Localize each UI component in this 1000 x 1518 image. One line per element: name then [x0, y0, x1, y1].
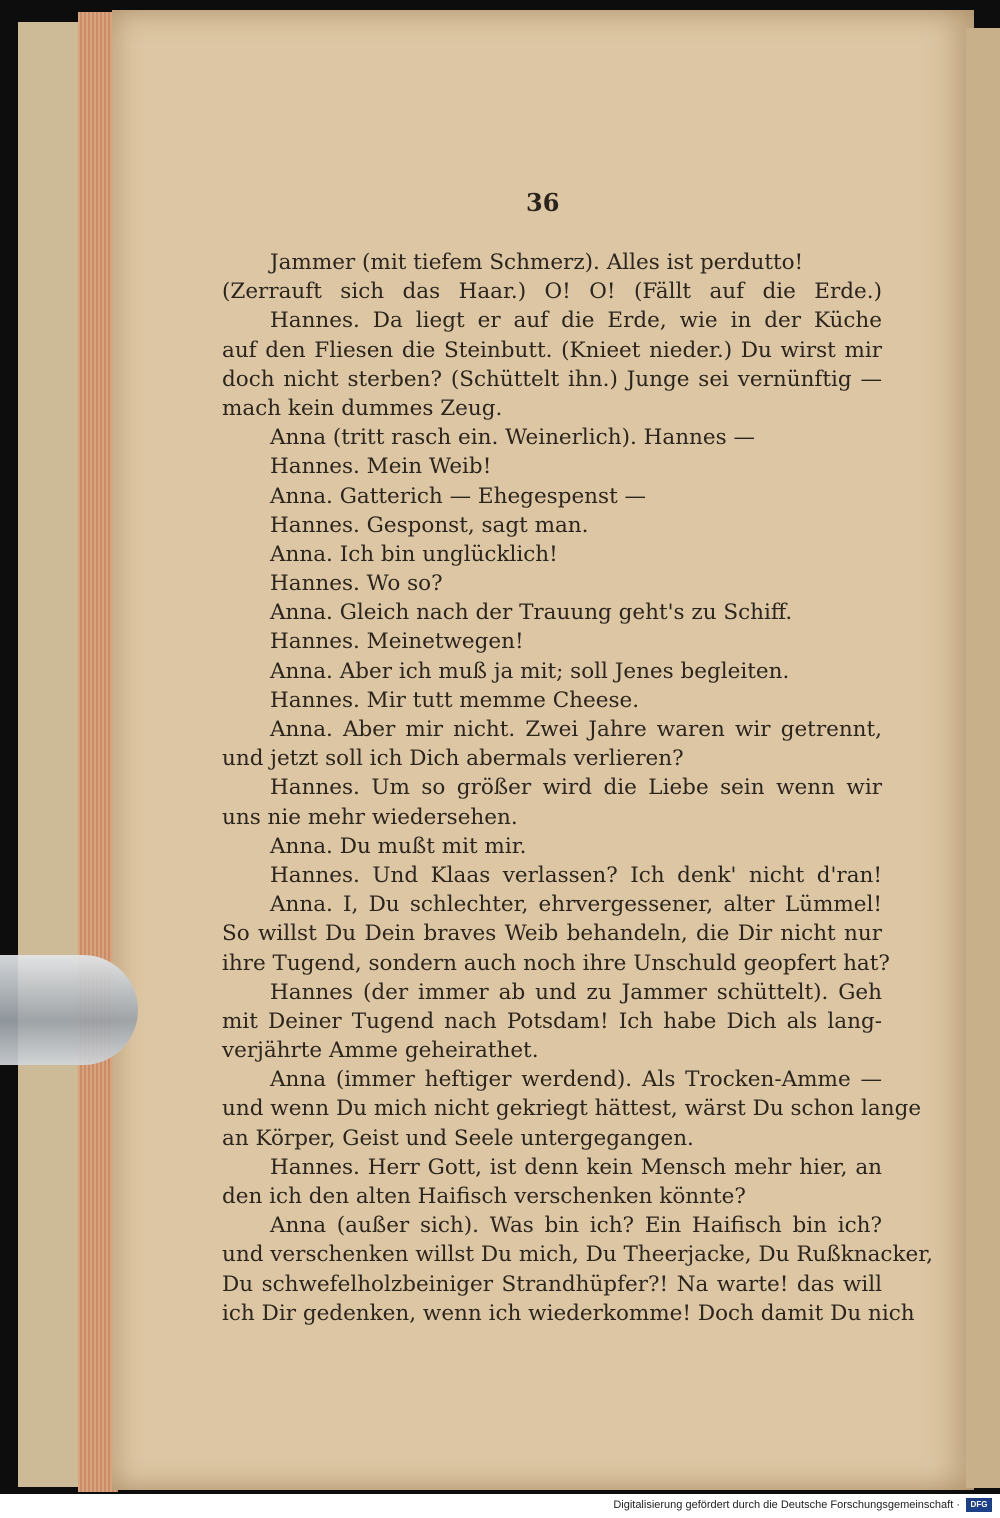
text-line: Anna. Gleich nach der Trauung geht's zu Schiff. — [270, 600, 793, 626]
footer-credit: Digitalisierung gefördert durch die Deutsche Forschungsgemeinschaft · — [613, 1499, 960, 1511]
text-line: Anna. Du mußt mit mir. — [270, 833, 527, 859]
dfg-logo: DFG — [966, 1498, 992, 1512]
text-line: Anna (außer sich). Was bin ich? Ein Haifisch bin ich? — [270, 1213, 882, 1239]
text-line: und verschenken willst Du mich, Du Theerjacke, Du Rußknacker, — [222, 1242, 933, 1268]
text-line: Hannes. Da liegt er auf die Erde, wie in der Küche — [270, 308, 882, 334]
text-line: Hannes. Meinetwegen! — [270, 629, 524, 655]
text-line: den ich den alten Haifisch verschenken könnte? — [222, 1184, 746, 1209]
text-line: Hannes. Mein Weib! — [270, 454, 492, 480]
text-line: Anna. Aber ich muß ja mit; soll Jenes begleiten. — [270, 658, 790, 684]
text-line: (Zerrauft sich das Haar.) O! O! (Fällt auf die Erde.) — [222, 279, 882, 305]
text-line: Hannes. Mir tutt memme Cheese. — [270, 687, 640, 713]
text-line: uns nie mehr wiedersehen. — [222, 804, 518, 830]
page-text — [222, 248, 933, 1328]
text-line: mit Deiner Tugend nach Potsdam! Ich habe Dich als lang- — [222, 1008, 882, 1034]
text-line: So willst Du Dein braves Weib behandeln, die Dir nicht nur — [222, 921, 882, 947]
text-line: Hannes. Und Klaas verlassen? Ich denk' nicht d'ran! — [270, 862, 882, 888]
text-line: ihre Tugend, sondern auch noch ihre Unschuld geopfert hat? — [222, 950, 890, 976]
page-clip — [0, 955, 138, 1065]
text-line: Hannes (der immer ab und zu Jammer schüttelt). Geh — [270, 979, 882, 1005]
footer-bar — [0, 1494, 1000, 1518]
text-line: Anna (tritt rasch ein. Weinerlich). Hannes — — [270, 425, 755, 451]
text-line: Anna. Gatterich — Ehegespenst — — [270, 483, 647, 509]
text-line: doch nicht sterben? (Schüttelt ihn.) Junge sei vernünftig — — [222, 366, 882, 392]
text-line: Anna (immer heftiger werdend). Als Trocken-Amme — — [270, 1067, 882, 1093]
page-number: 36 — [526, 188, 560, 217]
text-line: Hannes. Um so größer wird die Liebe sein wenn wir — [270, 775, 882, 801]
text-line: Anna. I, Du schlechter, ehrvergessener, alter Lümmel! — [270, 892, 882, 918]
text-line: auf den Fliesen die Steinbutt. (Knieet nieder.) Du wirst mir — [222, 337, 882, 363]
text-line: an Körper, Geist und Seele untergegangen. — [222, 1125, 694, 1151]
text-line: ich Dir gedenken, wenn ich wiederkomme! Doch damit Du nich — [222, 1300, 915, 1326]
text-line: und wenn Du mich nicht gekriegt hättest, wärst Du schon lange — [222, 1096, 922, 1122]
text-line: verjährte Amme geheirathet. — [222, 1038, 539, 1064]
text-line: Hannes. Herr Gott, ist denn kein Mensch mehr hier, an — [270, 1154, 882, 1180]
text-line: und jetzt soll ich Dich abermals verlieren? — [222, 746, 684, 772]
text-line: Anna. Aber mir nicht. Zwei Jahre waren wir getrennt, — [270, 717, 882, 742]
text-line: Anna. Ich bin unglücklich! — [270, 541, 558, 567]
text-line: Hannes. Gesponst, sagt man. — [270, 512, 589, 538]
text-line: Du schwefelholzbeiniger Strandhüpfer?! Na warte! das will — [222, 1271, 882, 1297]
text-line: mach kein dummes Zeug. — [222, 395, 503, 421]
book-cover-edge — [18, 22, 86, 1487]
text-line: Jammer (mit tiefem Schmerz). Alles ist perdutto! — [270, 250, 804, 275]
text-line: Hannes. Wo so? — [270, 571, 443, 597]
book-right-edge — [966, 28, 1000, 1488]
